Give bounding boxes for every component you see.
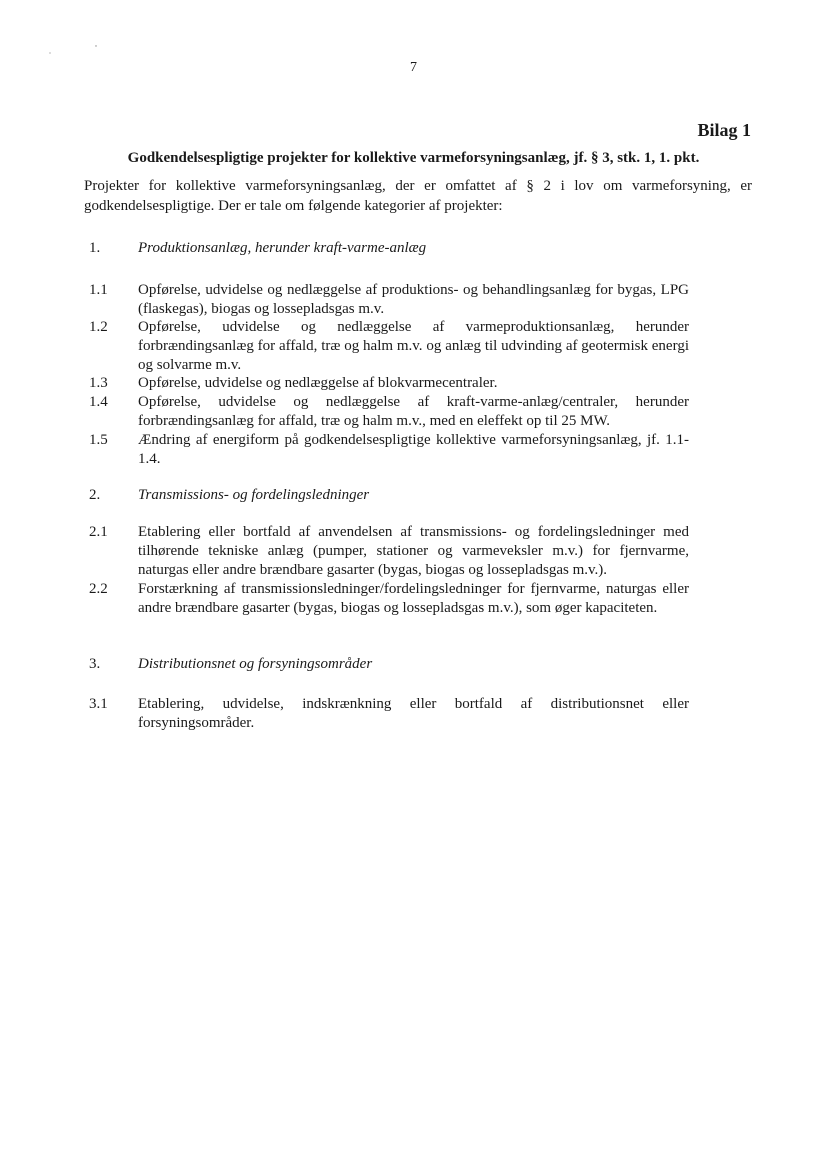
list-item-2-2 bbox=[89, 580, 689, 618]
item-text: Forstærkning af transmissionsledninger/fordelingsledninger for fjernvarme, naturgas eller andre brændbare gasarter (bygas, biogas og lossepladsgas m.v.), som øger kapaciteten. bbox=[138, 581, 689, 616]
item-number: 3.1 bbox=[89, 696, 108, 712]
item-text: Etablering eller bortfald af anvendelsen af transmissions- og fordelingsledninger med tilhørende tekniske anlæg (pumper, stationer og varmeveksler m.v.) for fjernvarme, naturgas eller andre brændbare gasarter (bygas, biogas og lossepladsgas m.v.). bbox=[138, 524, 689, 578]
section-number: 3. bbox=[89, 656, 101, 672]
list-item-1-4 bbox=[89, 393, 689, 431]
page-number: 7 bbox=[410, 60, 417, 75]
section-heading-1 bbox=[89, 238, 426, 258]
item-number: 1.3 bbox=[89, 375, 108, 391]
item-number: 2.2 bbox=[89, 581, 108, 597]
section-title: Distributionsnet og forsyningsområder bbox=[138, 656, 373, 672]
item-number: 1.1 bbox=[89, 282, 108, 298]
item-text: Ændring af energiform på godkendelsespligtige kollektive varmeforsyningsanlæg, jf. 1.1-1.4. bbox=[138, 432, 689, 467]
section-number: 1. bbox=[89, 240, 101, 256]
item-text: Opførelse, udvidelse og nedlæggelse af varmeproduktionsanlæg, herunder forbrændingsanlæg for affald, træ og halm m.v. og anlæg til udvinding af geotermisk energi og solvarme m.v. bbox=[138, 319, 689, 373]
scan-specks bbox=[48, 44, 100, 56]
list-item-1-2 bbox=[89, 318, 689, 375]
list-item-2-1 bbox=[89, 523, 689, 580]
section-heading-3 bbox=[89, 654, 372, 674]
item-number: 1.4 bbox=[89, 394, 108, 410]
item-text: Opførelse, udvidelse og nedlæggelse af kraft-varme-anlæg/centraler, herunder forbrændingsanlæg for affald, træ og halm m.v., med en eleffekt op til 25 MW. bbox=[138, 394, 689, 429]
section-number: 2. bbox=[89, 487, 101, 503]
item-number: 1.5 bbox=[89, 432, 108, 448]
item-text: Opførelse, udvidelse og nedlæggelse af produktions- og behandlingsanlæg for bygas, LPG (flaskegas), biogas og lossepladsgas m.v. bbox=[138, 282, 689, 317]
intro-paragraph: Projekter for kollektive varmeforsyningsanlæg, der er omfattet af § 2 i lov om varmeforsyning, er godkendelsespligtige. Der er tale om følgende kategorier af projekter: bbox=[84, 178, 752, 214]
list-item-3-1 bbox=[89, 695, 689, 733]
list-item-1-5 bbox=[89, 431, 689, 469]
item-number: 2.1 bbox=[89, 524, 108, 540]
item-text: Opførelse, udvidelse og nedlæggelse af blokvarmecentraler. bbox=[138, 375, 498, 391]
list-item-1-1 bbox=[89, 281, 689, 319]
list-item-1-3 bbox=[89, 374, 689, 393]
section-heading-2 bbox=[89, 485, 369, 505]
item-number: 1.2 bbox=[89, 319, 108, 335]
section-title: Produktionsanlæg, herunder kraft-varme-anlæg bbox=[138, 240, 427, 256]
appendix-label: Bilag 1 bbox=[697, 120, 751, 140]
section-title: Transmissions- og fordelingsledninger bbox=[138, 487, 370, 503]
document-title: Godkendelsespligtige projekter for kollektive varmeforsyningsanlæg, jf. § 3, stk. 1, 1. pkt. bbox=[127, 150, 700, 166]
item-text: Etablering, udvidelse, indskrænkning eller bortfald af distributionsnet eller forsyningsområder. bbox=[138, 696, 689, 731]
